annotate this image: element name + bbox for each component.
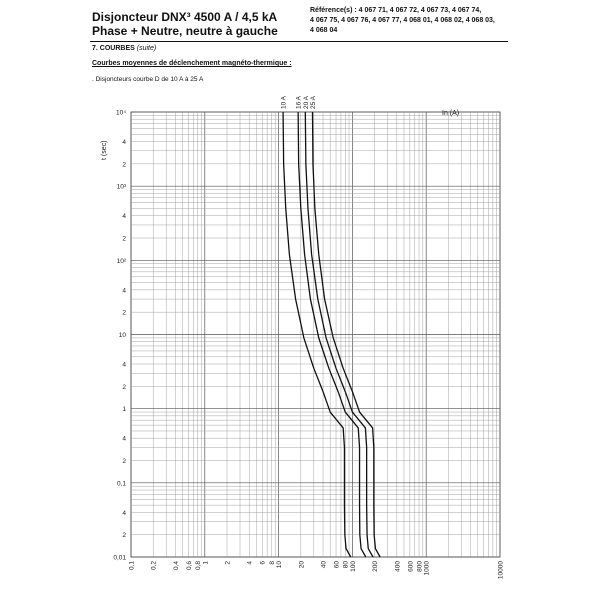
- y-tick-label: 10³: [116, 183, 126, 191]
- y-tick-label: 2: [122, 309, 126, 317]
- x-tick-label: 80: [342, 561, 350, 569]
- title-line-2: Phase + Neutre, neutre à gauche: [92, 24, 278, 38]
- x-tick-label: 60: [333, 561, 341, 569]
- x-tick-label: 0,8: [195, 561, 203, 571]
- y-tick-label: 10²: [116, 257, 126, 265]
- chart-note: . Disjoncteurs courbe D de 10 A à 25 A: [92, 76, 204, 83]
- references-line-2: 4 067 75, 4 067 76, 4 067 77, 4 068 01, 4 068 02, 4 068 03,: [310, 17, 495, 24]
- title-line-1: Disjoncteur DNX³ 4500 A / 4,5 kA: [92, 10, 278, 24]
- x-axis-label: In (A): [442, 110, 460, 117]
- x-tick-label: 100: [349, 561, 357, 572]
- chart-grid: [131, 112, 500, 557]
- x-tick-label: 20: [298, 561, 306, 569]
- y-tick-label: 10⁴: [115, 109, 126, 117]
- y-axis-tick-labels: [113, 110, 126, 562]
- y-tick-label: 10: [118, 332, 126, 339]
- y-tick-label: 4: [122, 509, 126, 517]
- section-suite: (suite): [136, 45, 157, 52]
- y-tick-label: 1: [122, 406, 126, 414]
- x-tick-label: 1: [202, 561, 210, 565]
- x-tick-label: 10000: [497, 561, 505, 580]
- y-tick-label: 4: [122, 361, 126, 369]
- references-line-1: Référence(s) : 4 067 71, 4 067 72, 4 067 73, 4 067 74,: [310, 7, 482, 14]
- x-tick-label: 400: [394, 561, 402, 572]
- x-tick-label: 0,1: [128, 561, 136, 571]
- y-tick-label: 4: [122, 213, 126, 221]
- y-tick-label: 4: [122, 139, 126, 147]
- y-tick-label: 2: [122, 532, 126, 540]
- x-tick-label: 4: [246, 561, 254, 565]
- x-tick-label: 2: [224, 561, 232, 565]
- x-tick-label: 0,2: [150, 561, 158, 571]
- x-tick-label: 800: [416, 561, 424, 572]
- series-labels: [281, 95, 317, 109]
- x-tick-label: 0,6: [185, 561, 193, 571]
- series-label: 10 A: [280, 95, 288, 109]
- y-axis-label: t (sec): [101, 140, 108, 160]
- x-tick-label: 8: [268, 561, 276, 565]
- x-tick-label: 0,4: [172, 561, 180, 571]
- y-tick-label: 2: [122, 383, 126, 391]
- references-line-3: 4 068 04: [310, 27, 338, 34]
- y-tick-label: 4: [122, 435, 126, 443]
- section-label: 7. COURBES: [92, 45, 135, 52]
- y-tick-label: 2: [122, 161, 126, 169]
- x-axis-tick-labels: [129, 561, 505, 579]
- series-label: 20 A: [302, 95, 310, 109]
- x-tick-label: 6: [259, 561, 267, 565]
- y-tick-label: 2: [122, 235, 126, 243]
- chart-subtitle: Courbes moyennes de déclenchement magnéto-thermique :: [92, 60, 292, 67]
- y-tick-label: 0,1: [116, 480, 126, 488]
- y-tick-label: 4: [122, 287, 126, 295]
- x-tick-label: 200: [372, 561, 380, 572]
- y-tick-label: 0,01: [113, 554, 126, 562]
- x-tick-label: 600: [407, 561, 415, 572]
- x-tick-label: 1000: [423, 561, 431, 576]
- x-tick-label: 40: [320, 561, 328, 569]
- y-tick-label: 2: [122, 458, 126, 466]
- x-tick-label: 10: [276, 561, 284, 569]
- series-label: 16 A: [295, 95, 303, 109]
- series-label: 25 A: [310, 95, 318, 109]
